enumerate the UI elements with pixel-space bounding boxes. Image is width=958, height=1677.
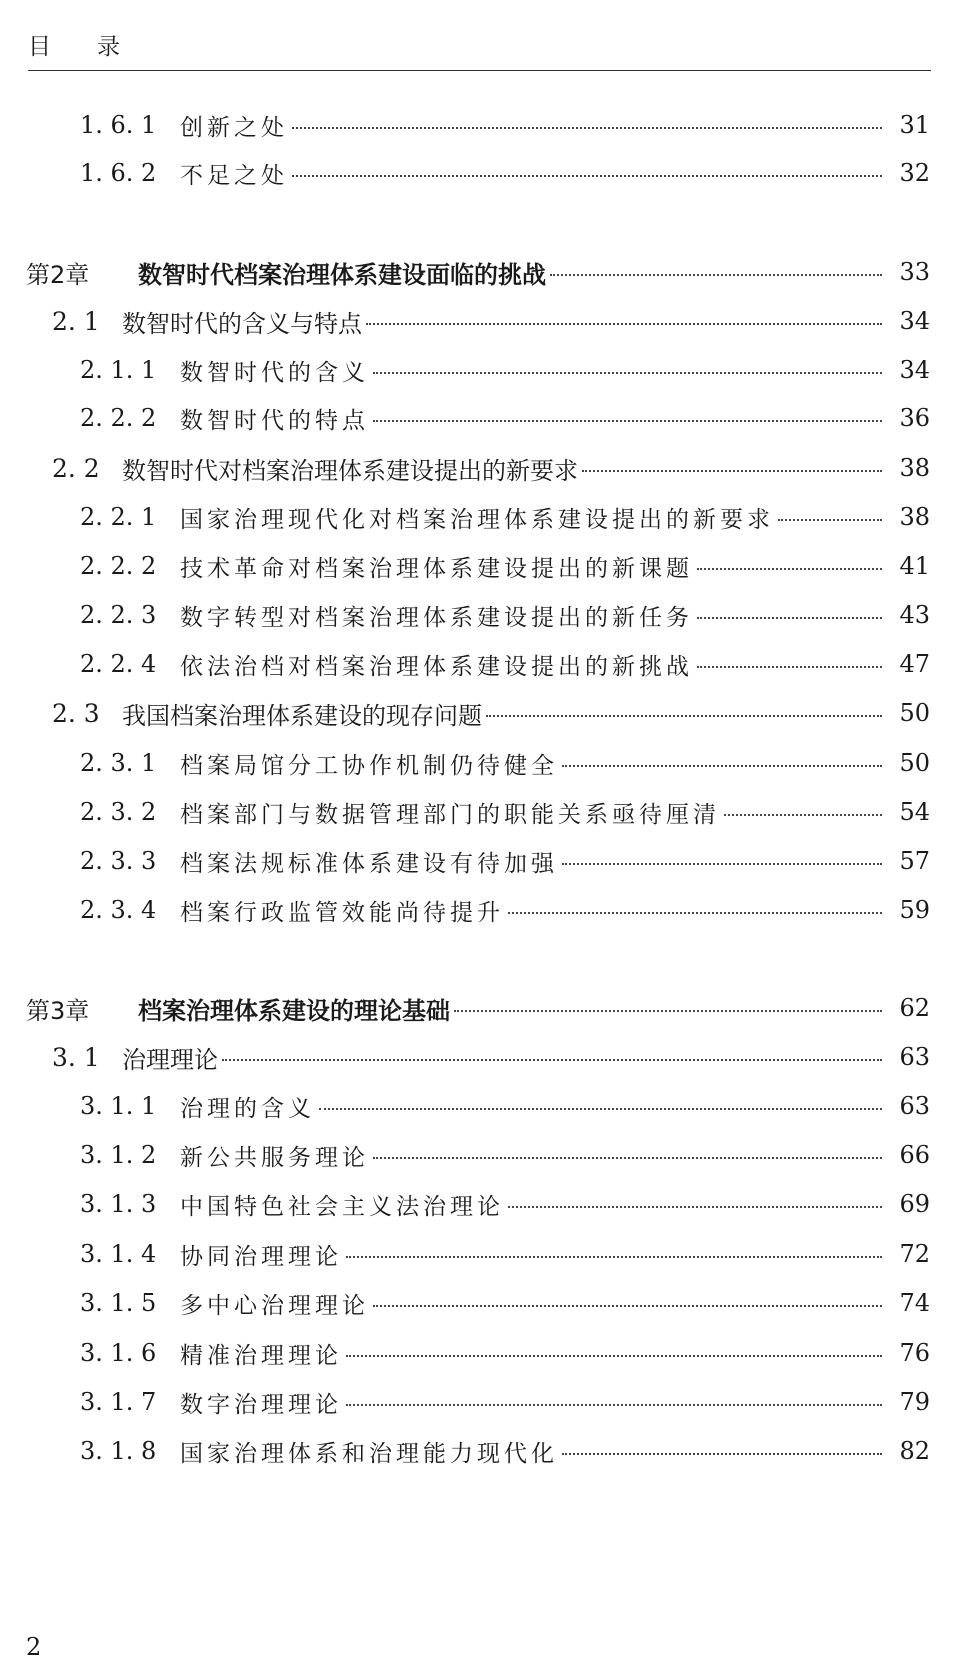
toc-leader-dots bbox=[346, 1256, 882, 1258]
toc-leader-dots bbox=[292, 175, 882, 177]
toc-leader-dots bbox=[373, 372, 882, 374]
toc-page-number: 69 bbox=[899, 1190, 930, 1218]
toc-title: 中国特色社会主义法治理论 bbox=[180, 1193, 504, 1220]
toc-leader-dots bbox=[508, 1206, 882, 1208]
toc-subsection[interactable] bbox=[0, 841, 958, 881]
toc-page-number: 72 bbox=[899, 1240, 930, 1268]
toc-page-number: 38 bbox=[899, 503, 930, 531]
toc-leader-dots bbox=[373, 420, 882, 422]
toc-number: 3. 1 bbox=[52, 1042, 100, 1072]
toc-title: 依法治档对档案治理体系建设提出的新挑战 bbox=[180, 653, 693, 680]
toc-title: 精准治理理论 bbox=[180, 1342, 342, 1369]
toc-page-number: 34 bbox=[899, 356, 930, 384]
toc-number: 3. 1. 1 bbox=[80, 1092, 157, 1120]
toc-leader-dots bbox=[373, 1157, 882, 1159]
toc-page-number: 66 bbox=[899, 1141, 930, 1169]
toc-subsection[interactable] bbox=[0, 792, 958, 832]
toc-page-number: 63 bbox=[899, 1092, 930, 1120]
toc-page-number: 31 bbox=[899, 111, 930, 139]
toc-title: 档案治理体系建设的理论基础 bbox=[138, 996, 450, 1025]
toc-number: 1. 6. 1 bbox=[80, 111, 157, 139]
toc-title: 治理的含义 bbox=[180, 1095, 315, 1122]
toc-title: 创新之处 bbox=[180, 114, 288, 141]
toc-leader-dots bbox=[697, 666, 882, 668]
toc-leader-dots bbox=[562, 1453, 882, 1455]
toc-subsection[interactable] bbox=[0, 1382, 958, 1422]
toc-chapter[interactable] bbox=[0, 988, 958, 1028]
toc-leader-dots bbox=[697, 568, 882, 570]
toc-leader-dots bbox=[724, 814, 882, 816]
toc-leader-dots bbox=[508, 912, 882, 914]
toc-page-number: 38 bbox=[899, 454, 930, 482]
toc-title: 数智时代的含义与特点 bbox=[122, 309, 362, 338]
toc-number: 1. 6. 2 bbox=[80, 159, 157, 187]
toc-subsection[interactable] bbox=[0, 398, 958, 438]
toc-number: 2. 1 bbox=[52, 306, 100, 336]
toc-subsection[interactable] bbox=[0, 497, 958, 537]
toc-chapter[interactable] bbox=[0, 252, 958, 292]
toc-number: 2. 3. 2 bbox=[80, 798, 157, 826]
toc-number: 3. 1. 8 bbox=[80, 1437, 157, 1465]
toc-title: 技术革命对档案治理体系建设提出的新课题 bbox=[180, 555, 693, 582]
toc-subsection[interactable] bbox=[0, 105, 958, 145]
toc-leader-dots bbox=[550, 274, 882, 276]
toc-title: 协同治理理论 bbox=[180, 1243, 342, 1270]
toc-title: 新公共服务理论 bbox=[180, 1144, 369, 1171]
toc-title: 数智时代档案治理体系建设面临的挑战 bbox=[138, 260, 546, 289]
toc-page-number: 57 bbox=[899, 847, 930, 875]
toc-number: 2. 2. 2 bbox=[80, 404, 157, 432]
toc-page-number: 63 bbox=[899, 1043, 930, 1071]
toc-page-number: 36 bbox=[899, 404, 930, 432]
toc-page-number: 76 bbox=[899, 1339, 930, 1367]
toc-number: 第3章 bbox=[26, 996, 90, 1025]
toc-page-number: 54 bbox=[899, 798, 930, 826]
toc-page-number: 59 bbox=[899, 896, 930, 924]
toc-title: 档案法规标准体系建设有待加强 bbox=[180, 850, 558, 877]
toc-subsection[interactable] bbox=[0, 890, 958, 930]
toc-number: 3. 1. 5 bbox=[80, 1289, 157, 1317]
toc-subsection[interactable] bbox=[0, 350, 958, 390]
toc-section[interactable] bbox=[0, 448, 958, 488]
toc-page-number: 47 bbox=[899, 650, 930, 678]
toc-page-number: 34 bbox=[899, 307, 930, 335]
toc-title: 档案局馆分工协作机制仍待健全 bbox=[180, 752, 558, 779]
toc-subsection[interactable] bbox=[0, 153, 958, 193]
toc-leader-dots bbox=[486, 715, 882, 717]
toc-number: 2. 2. 2 bbox=[80, 552, 157, 580]
toc-leader-dots bbox=[366, 323, 882, 325]
toc-number: 2. 2. 1 bbox=[80, 503, 157, 531]
toc-title: 档案部门与数据管理部门的职能关系亟待厘清 bbox=[180, 801, 720, 828]
toc-title: 数智时代的含义 bbox=[180, 359, 369, 386]
toc-subsection[interactable] bbox=[0, 743, 958, 783]
toc-leader-dots bbox=[454, 1010, 882, 1012]
toc-subsection[interactable] bbox=[0, 1086, 958, 1126]
toc-leader-dots bbox=[346, 1404, 882, 1406]
toc-leader-dots bbox=[346, 1355, 882, 1357]
toc-number: 2. 3. 1 bbox=[80, 749, 157, 777]
toc-leader-dots bbox=[292, 127, 882, 129]
toc-number: 2. 2 bbox=[52, 453, 100, 483]
toc-subsection[interactable] bbox=[0, 1431, 958, 1471]
toc-page-number: 82 bbox=[899, 1437, 930, 1465]
toc-section[interactable] bbox=[0, 301, 958, 341]
toc-leader-dots bbox=[562, 863, 882, 865]
toc-subsection[interactable] bbox=[0, 1135, 958, 1175]
toc-number: 第2章 bbox=[26, 260, 90, 289]
toc-leader-dots bbox=[582, 470, 882, 472]
toc-subsection[interactable] bbox=[0, 595, 958, 635]
toc-title: 我国档案治理体系建设的现存问题 bbox=[122, 701, 482, 730]
toc-title: 多中心治理理论 bbox=[180, 1292, 369, 1319]
toc-page-number: 41 bbox=[899, 552, 930, 580]
toc-page-number: 33 bbox=[899, 258, 930, 286]
toc-section[interactable] bbox=[0, 1037, 958, 1077]
toc-subsection[interactable] bbox=[0, 644, 958, 684]
toc-number: 3. 1. 4 bbox=[80, 1240, 157, 1268]
toc-title: 数智时代对档案治理体系建设提出的新要求 bbox=[122, 456, 578, 485]
toc-number: 2. 1. 1 bbox=[80, 356, 157, 384]
toc-page-number: 79 bbox=[899, 1388, 930, 1416]
toc-title: 不足之处 bbox=[180, 162, 288, 189]
toc-leader-dots bbox=[222, 1059, 882, 1061]
toc-number: 2. 3. 3 bbox=[80, 847, 157, 875]
toc-leader-dots bbox=[562, 765, 882, 767]
toc-number: 2. 2. 3 bbox=[80, 601, 157, 629]
toc-title: 国家治理现代化对档案治理体系建设提出的新要求 bbox=[180, 506, 774, 533]
toc-subsection[interactable] bbox=[0, 1283, 958, 1323]
toc-page-number: 50 bbox=[899, 749, 930, 777]
toc-title: 国家治理体系和治理能力现代化 bbox=[180, 1440, 558, 1467]
toc-number: 3. 1. 7 bbox=[80, 1388, 157, 1416]
toc-title: 治理理论 bbox=[122, 1045, 218, 1074]
toc-title: 数字治理理论 bbox=[180, 1391, 342, 1418]
toc-page-number: 32 bbox=[899, 159, 930, 187]
toc-page-number: 74 bbox=[899, 1289, 930, 1317]
running-header: 目 录 bbox=[28, 34, 120, 60]
toc-subsection[interactable] bbox=[0, 1333, 958, 1373]
toc-title: 数字转型对档案治理体系建设提出的新任务 bbox=[180, 604, 693, 631]
toc-title: 数智时代的特点 bbox=[180, 407, 369, 434]
toc-page-number: 62 bbox=[899, 994, 930, 1022]
toc-leader-dots bbox=[697, 617, 882, 619]
toc-leader-dots bbox=[373, 1305, 882, 1307]
toc-number: 3. 1. 3 bbox=[80, 1190, 157, 1218]
toc-leader-dots bbox=[319, 1108, 882, 1110]
toc-number: 3. 1. 2 bbox=[80, 1141, 157, 1169]
toc-page-number: 43 bbox=[899, 601, 930, 629]
toc-section[interactable] bbox=[0, 693, 958, 733]
toc-number: 2. 3. 4 bbox=[80, 896, 157, 924]
toc-number: 3. 1. 6 bbox=[80, 1339, 157, 1367]
toc-number: 2. 2. 4 bbox=[80, 650, 157, 678]
toc-title: 档案行政监管效能尚待提升 bbox=[180, 899, 504, 926]
page-number: 2 bbox=[26, 1633, 42, 1661]
toc-leader-dots bbox=[778, 519, 882, 521]
toc-subsection[interactable] bbox=[0, 546, 958, 586]
header-rule bbox=[28, 70, 931, 71]
toc-number: 2. 3 bbox=[52, 698, 100, 728]
toc-subsection[interactable] bbox=[0, 1234, 958, 1274]
toc-page-number: 50 bbox=[899, 699, 930, 727]
toc-subsection[interactable] bbox=[0, 1184, 958, 1224]
